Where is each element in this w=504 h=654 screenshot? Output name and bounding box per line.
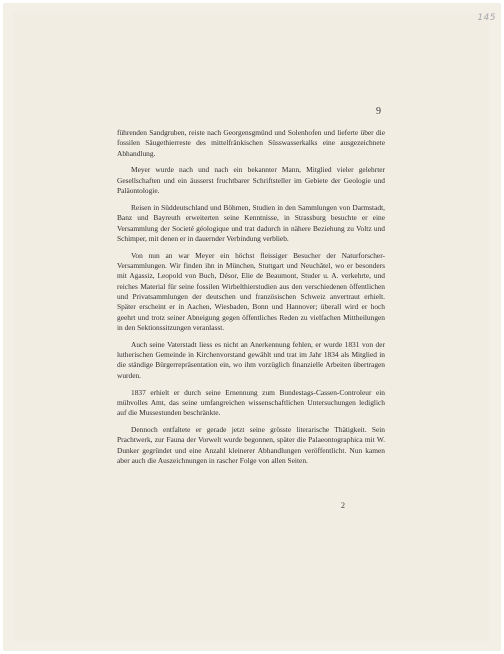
paragraph-1: führenden Sandgruben, reiste nach Georgensgmünd und Solenhofen und lieferte über die fossilen Säugethierreste des mittelfränkischen Süsswasserkalks eine ausgezeichnete Abhandlung. [117, 128, 385, 158]
page-number: 9 [376, 106, 381, 117]
paragraph-7: Dennoch entfaltete er gerade jetzt seine grösste literarische Thätigkeit. Sein Prachtwerk, zur Fauna der Vorwelt wurde begonnen, später die Palaeontographica mit W. Dunker gegründet und eine Anzahl kleinerer Abhandlungen veröffentlicht. Nun kamen aber auch die Auszeichnungen in rascher Folge von allen Seiten. [117, 424, 385, 465]
paragraph-5: Auch seine Vaterstadt liess es nicht an Anerkennung fehlen, er wurde 1831 von der lutherischen Gemeinde in Kirchenvorstand gewählt und trat im Jahr 1834 als Mitglied in die ständige Bürgerrepräsentation ein, wo ihm vorzüglich finanzielle Arbeiten übertragen wurden. [117, 339, 385, 380]
paragraph-2: Meyer wurde nach und nach ein bekannter Mann, Mitglied vieler gelehrter Gesellschaften und ein äusserst fruchtbarer Schriftsteller im Gebiete der Geologie und Paläontologie. [117, 165, 385, 196]
paragraph-4: Von nun an war Meyer ein höchst fleissiger Besucher der Naturforscher-Versammlungen. Wir finden ihn in München, Stuttgart und Neuchâtel, wo er besonders mit Agassiz, Leopold von Buch, Désor, Elie de Beaumont, Studer u. A. verkehrte, und reiches Material für seine fossilen Wirbelthierstudien aus den verschiedenen öffentlichen und Privatsammlungen der deutschen und französischen Schweiz anvertraut erhielt. Später erscheint er in Aachen, Wiesbaden, Bonn und Hannover; überall wird er hoch geehrt und trotz seiner Abneigung gegen öffentliches Reden zu vielfachen Mittheilungen in den Sektionssitzungen veranlasst. [117, 250, 385, 332]
paragraph-3: Reisen in Süddeutschland und Böhmen, Studien in den Sammlungen von Darmstadt, Banz und Bayreuth erweiterten seine Kenntnisse, in Strassburg besuchte er eine Versammlung der Societé géologique und trat dadurch in nähere Beziehung zu Voltz und Schimper, mit denen er in dauernder Verbindung verblieb. [117, 202, 385, 243]
archive-pencil-number: 145 [477, 13, 496, 23]
body-text [117, 128, 385, 473]
paragraph-6: 1837 erhielt er durch seine Ernennung zum Bundestags-Cassen-Controleur ein mühvolles Amt, das seine umfangreichen wissenschaftlichen Untersuchungen lediglich auf die Mussestunden beschränkte. [117, 387, 385, 418]
signature-mark: 2 [341, 501, 345, 510]
